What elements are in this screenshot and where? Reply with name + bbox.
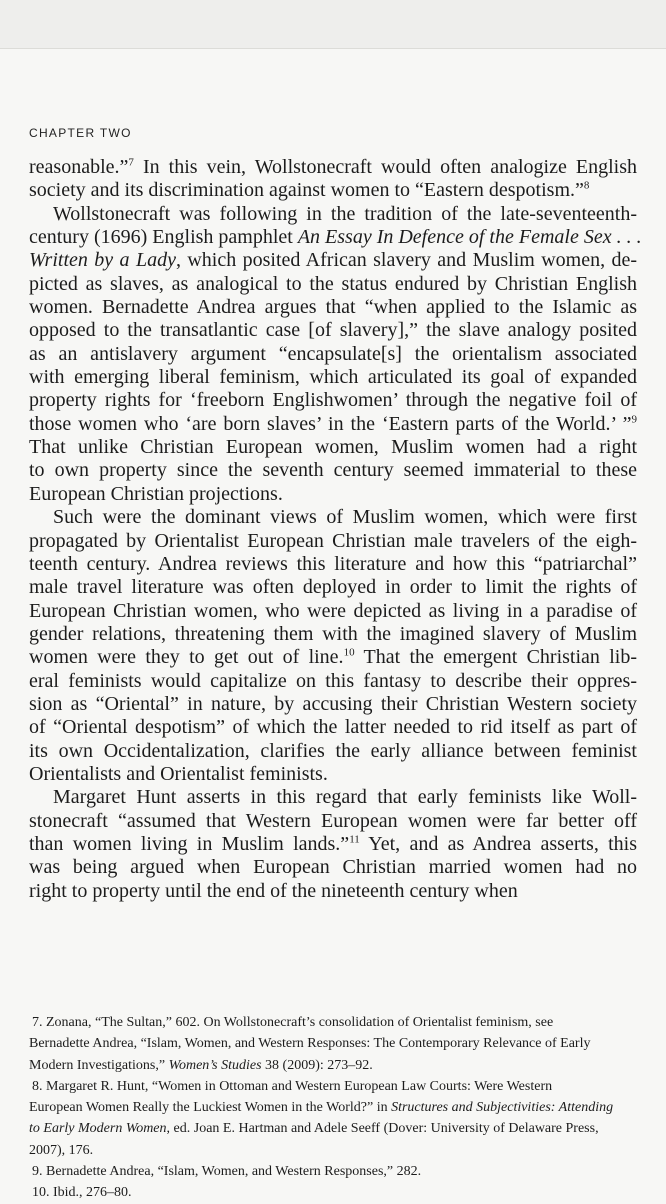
text-line: Such were the dominant views of Muslim women, which were first — [53, 506, 637, 529]
text-line: those women who ‘are born slaves’ in the ‘Eastern parts of the World.’ ”$^9$ — [29, 412, 637, 435]
text-line: teenth century. Andrea reviews this literature and how this “patriarchal” — [29, 552, 637, 575]
paragraph-1 — [29, 156, 637, 203]
text-line: with emerging liberal feminism, which articulated its goal of expanded — [29, 366, 637, 389]
text-line: male travel literature was often deployed in order to limit the rights of — [29, 576, 637, 599]
footnote-line: Bernadette Andrea, “Islam, Women, and Western Responses: The Contemporary Relevance of Early — [29, 1036, 591, 1052]
text-line: gender relations, threatening them with the imagined slavery of Muslim — [29, 622, 637, 645]
text-line: Wollstonecraft was following in the tradition of the late-seventeenth- — [53, 202, 637, 225]
text-line: European Christian women, who were depicted as living in a paradise of — [29, 599, 637, 622]
text-line: Orientalists and Orientalist feminists. — [29, 762, 328, 785]
footnote-line: 7. Zonana, “The Sultan,” 602. On Wollstonecraft’s consolidation of Orientalist feminism, see — [32, 1015, 554, 1030]
text-line: Written by a Lady, which posited African slavery and Muslim women, de- — [29, 249, 638, 272]
footnotes — [29, 1012, 639, 1204]
text-line: European Christian projections. — [29, 482, 283, 505]
text-line: as an antislavery argument “encapsulate[s] the orientalism associated — [29, 342, 637, 365]
note-ref[interactable]: 7 — [128, 156, 134, 169]
note-ref[interactable]: 9 — [631, 413, 637, 426]
text-line: reasonable.”$^7$ In this vein, Wollstonecraft would often analogize English — [29, 156, 638, 178]
paragraph-3 — [29, 506, 637, 786]
text-line: society and its discrimination against women to “Eastern despotism.”$^8$ — [29, 179, 590, 202]
footnote-line: to Early Modern Women, ed. Joan E. Hartman and Adele Seeff (Dover: University of Delaware Press, — [29, 1121, 599, 1137]
footnote-line: 2007), 176. — [29, 1142, 94, 1158]
text-line: propagated by Orientalist European Christian male travelers of the eigh- — [29, 529, 637, 552]
text-line: women were they to get out of line.$^{10}$ That the emergent Christian lib- — [29, 646, 637, 669]
footnote-line: Modern Investigations,” Women’s Studies 38 (2009): 273–92. — [29, 1057, 373, 1073]
footnote-line: 10. Ibid., 276–80. — [32, 1185, 132, 1201]
text-line: Margaret Hunt asserts in this regard that early feminists like Woll- — [53, 786, 637, 809]
footnote-line: 8. Margaret R. Hunt, “Women in Ottoman and Western European Law Courts: Were Western — [32, 1078, 553, 1094]
text-line: stonecraft “assumed that Western European women were far better off — [29, 809, 637, 832]
text-line: That unlike Christian European women, Muslim women had a right — [29, 436, 637, 459]
top-bar — [0, 0, 666, 49]
footnote-line: European Women Really the Luckiest Women in the World?” in Structures and Subjectivities: Attending — [29, 1100, 614, 1116]
text-line: was being argued when European Christian married women had no — [29, 856, 637, 879]
chapter-heading: CHAPTER TWO — [29, 126, 132, 140]
text-line: right to property until the end of the nineteenth century when — [29, 879, 518, 902]
text-line: its own Occidentalization, clarifies the early alliance between feminist — [29, 739, 637, 762]
note-ref[interactable]: 10 — [343, 646, 355, 659]
text-line: opposed to the transatlantic case [of slavery],” the slave analogy posited — [29, 319, 637, 342]
paragraph-2 — [29, 202, 642, 506]
footnote-line: 9. Bernadette Andrea, “Islam, Women, and Western Responses,” 282. — [32, 1164, 422, 1180]
text-line: to own property since the seventh century seemed immaterial to these — [29, 459, 637, 482]
text-line: women. Bernadette Andrea argues that “when applied to the Islamic as — [29, 296, 637, 319]
paragraph-4 — [29, 786, 637, 903]
text-line: property rights for ‘freeborn Englishwomen’ through the negative foil of — [29, 389, 637, 412]
text-line: century (1696) English pamphlet An Essay In Defence of the Female Sex . . . — [29, 226, 642, 249]
note-ref[interactable]: 11 — [349, 833, 360, 846]
text-line: eral feminists would capitalize on this fantasy to describe their oppres- — [29, 669, 637, 692]
note-ref[interactable]: 8 — [583, 179, 590, 192]
text-line: picted as slaves, as analogical to the status endured by Christian English — [29, 272, 637, 295]
text-line: than women living in Muslim lands.”$^{11}$ Yet, and as Andrea asserts, this — [29, 832, 637, 855]
body-text — [29, 156, 642, 903]
text-line: sion as “Oriental” in nature, by accusing their Christian Western society — [29, 692, 637, 715]
text-line: of “Oriental despotism” of which the latter needed to rid itself as part of — [29, 716, 637, 739]
